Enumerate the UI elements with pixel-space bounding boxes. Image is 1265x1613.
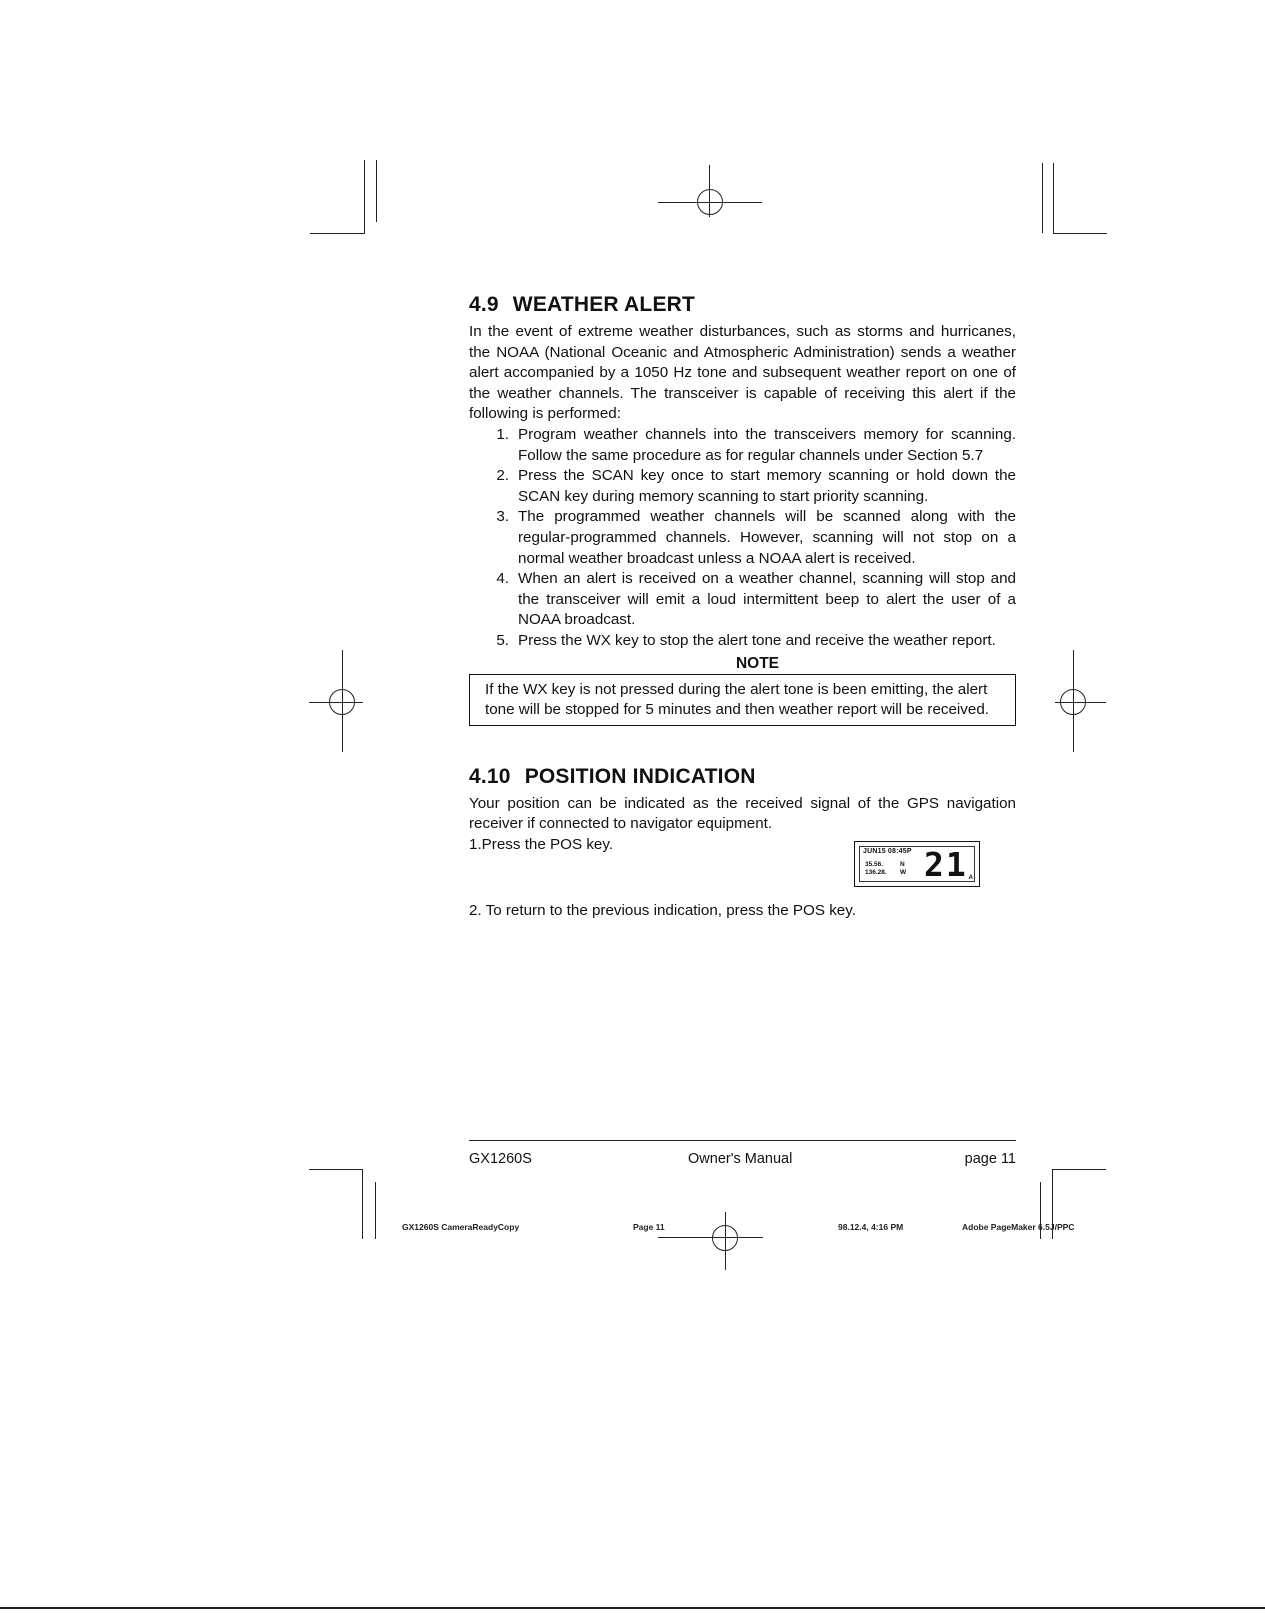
list-item: 4. When an alert is received on a weather channel, scanning will stop and the transceiver will emit a loud intermittent beep to alert the user of a NOAA broadcast.: [496, 570, 1016, 629]
slug-datetime: 98.12.4, 4:16 PM: [838, 1222, 904, 1232]
position-step-1: 1.Press the POS key.: [469, 835, 614, 853]
section-heading: [469, 292, 1016, 318]
footer-page-number: page 11: [964, 1151, 1016, 1167]
lcd-west: W: [900, 868, 907, 876]
position-step-2: 2. To return to the previous indication, press the POS key.: [469, 901, 856, 919]
lcd-hemisphere: [900, 861, 906, 877]
lcd-longitude: 136.28.: [865, 868, 887, 876]
list-item: 3. The programmed weather channels will be scanned along with the regular-programmed channels. However, scanning will not stop on a normal weather broadcast unless a NOAA alert is received.: [496, 508, 1016, 567]
slug-file: GX1260S CameraReadyCopy: [402, 1222, 520, 1232]
section-title: WEATHER ALERT: [512, 293, 696, 316]
lcd-channel-suffix: A: [968, 874, 973, 881]
lcd-date-time: JUN15 08:45P: [863, 847, 912, 855]
section-title: POSITION INDICATION: [524, 764, 756, 788]
lcd-coordinates: [865, 861, 887, 877]
list-item: 1. Program weather channels into the transceivers memory for scanning. Follow the same procedure as for regular channels under Section 5.7: [496, 425, 1016, 464]
position-intro-paragraph: Your position can be indicated as the received signal of the GPS navigation receiver if connected to navigator equipment.: [469, 794, 1016, 833]
weather-steps-list: [469, 425, 1016, 652]
lcd-display-illustration: [854, 841, 980, 887]
weather-alert-section: [469, 292, 1016, 726]
footer-model: GX1260S: [469, 1151, 532, 1167]
note-box: If the WX key is not pressed during the alert tone is been emitting, the alert tone will be stopped for 5 minutes and then weather report will be received.: [469, 674, 1016, 726]
position-indication-section: [469, 764, 1016, 922]
lcd-screen: [859, 846, 975, 882]
note-heading: NOTE: [735, 654, 780, 672]
weather-intro-paragraph: In the event of extreme weather disturbances, such as storms and hurricanes, the NOAA (National Oceanic and Atmospheric Administration) sends a weather alert accompanied by a 1050 Hz tone and subsequent weather report on one of the weather channels. The transceiver is capable of receiving this alert if the following is performed:: [469, 323, 1016, 423]
page-bottom-edge: [0, 1607, 1265, 1609]
page-content: [469, 292, 1016, 921]
section-number: 4.10: [469, 764, 511, 788]
list-item: 2. Press the SCAN key once to start memory scanning or hold down the SCAN key during memory scanning to start priority scanning.: [496, 467, 1016, 505]
page-footer: [469, 1151, 1016, 1173]
slug-app: Adobe PageMaker 6.5J/PPC: [962, 1222, 1075, 1232]
slug-page: Page 11: [633, 1222, 665, 1232]
position-step-row: [469, 835, 1016, 901]
footer-rule: [469, 1140, 1016, 1141]
section-heading: [469, 764, 1016, 790]
footer-title: Owner's Manual: [688, 1151, 793, 1167]
section-number: 4.9: [469, 293, 499, 316]
lcd-north: N: [900, 860, 905, 868]
lcd-channel-number: 21: [924, 844, 968, 884]
lcd-latitude: 35.56.: [865, 860, 884, 868]
list-item: 5. Press the WX key to stop the alert tone and receive the weather report.: [496, 631, 996, 649]
